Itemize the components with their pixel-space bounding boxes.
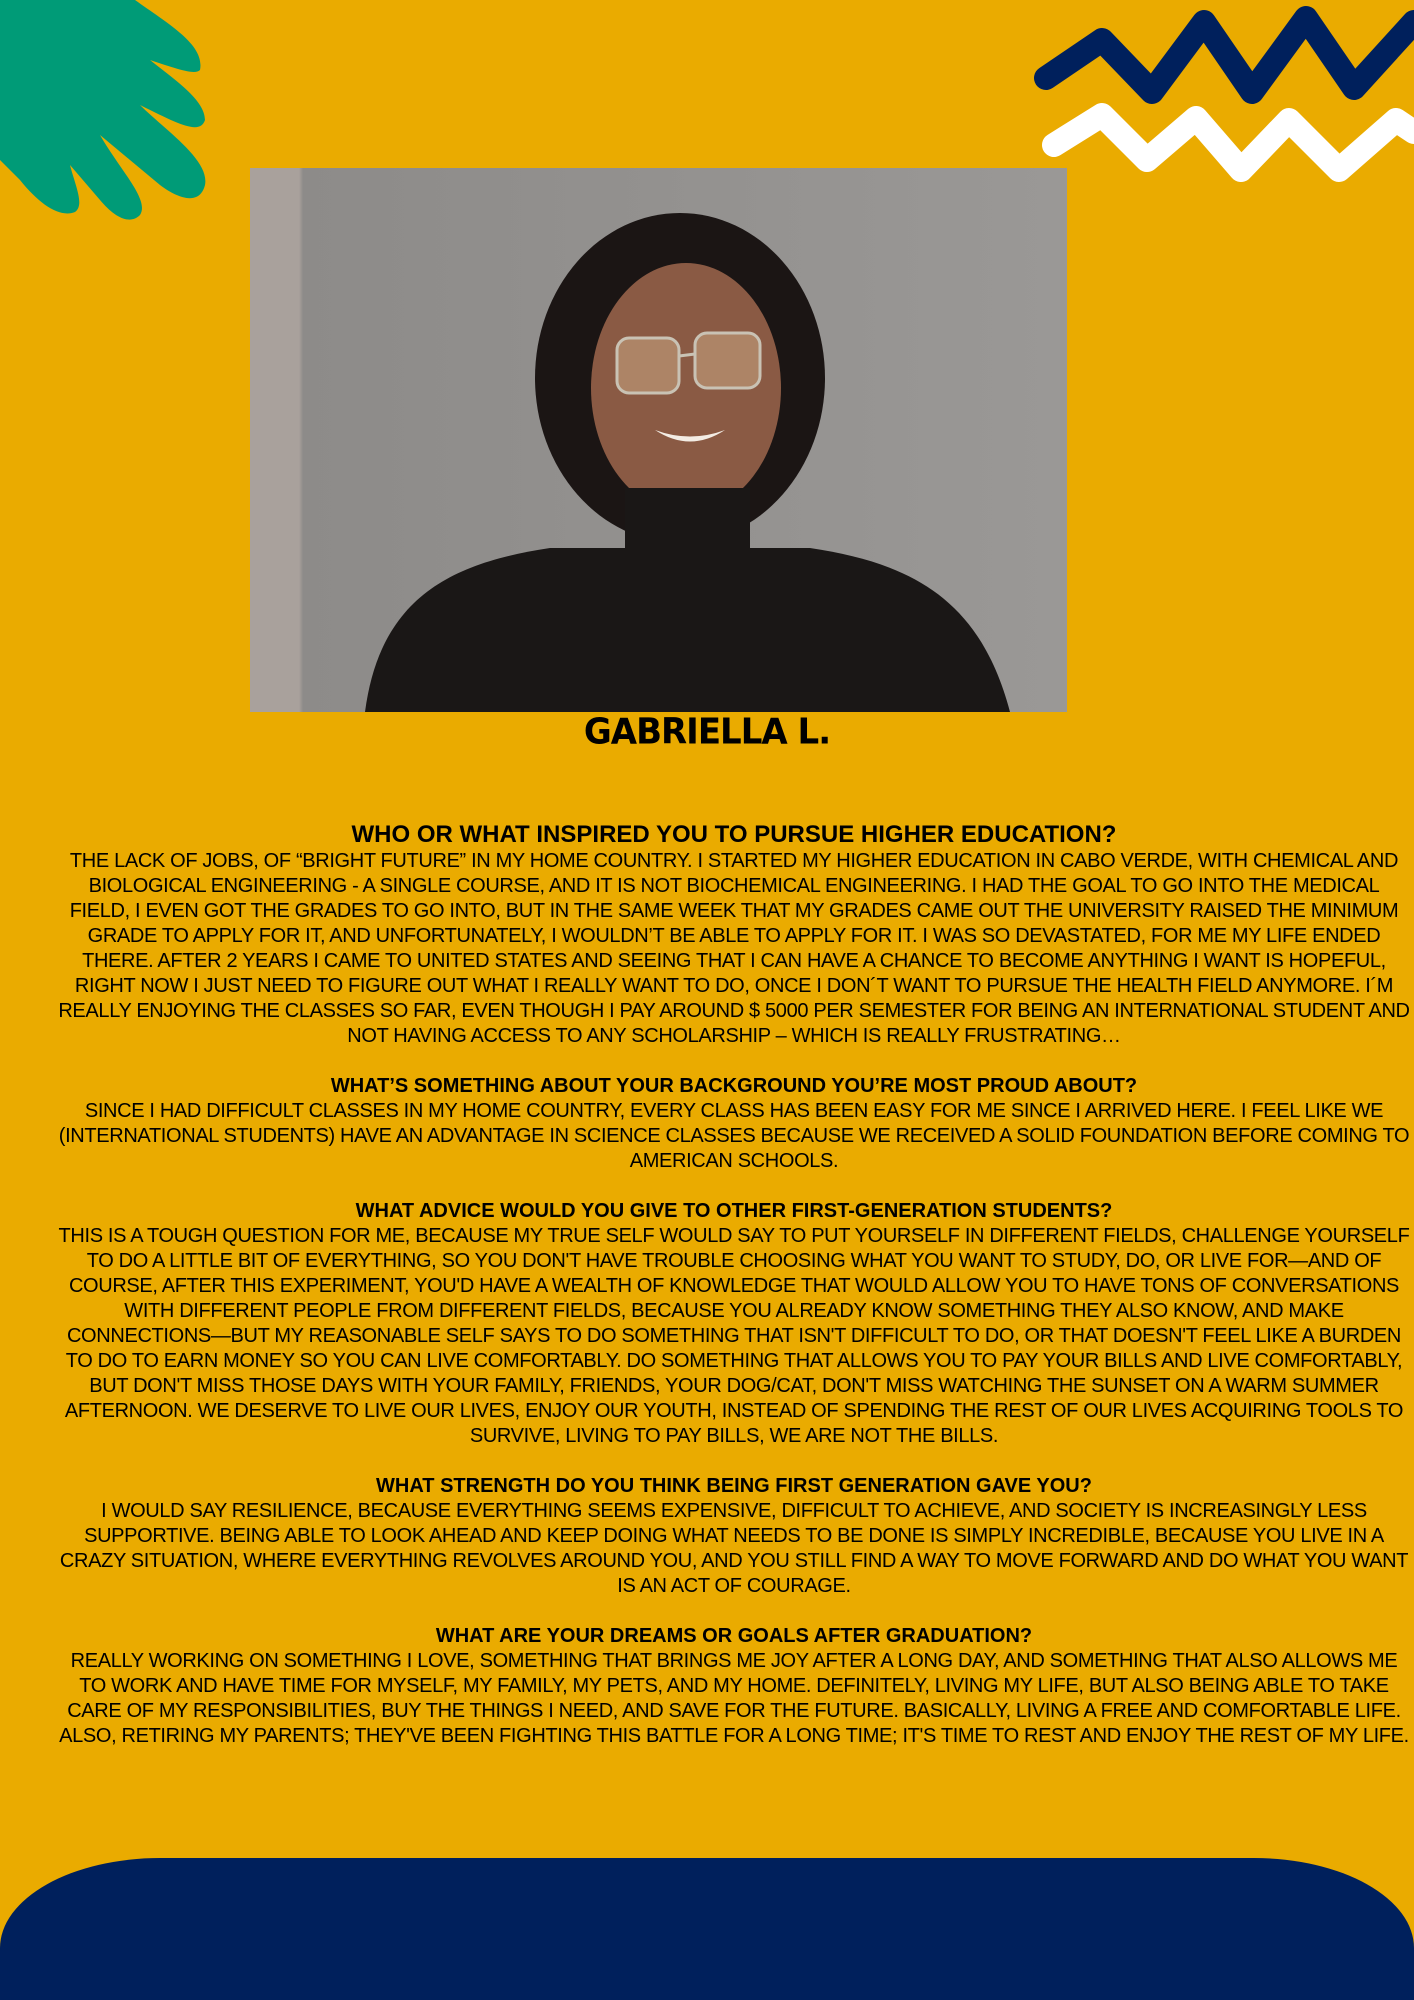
answer-text: I WOULD SAY RESILIENCE, BECAUSE EVERYTHING SEEMS EXPENSIVE, DIFFICULT TO ACHIEVE, AND SOCIETY IS INCREASINGLY LESS SUPPORTIVE. BEING ABLE TO LOOK AHEAD AND KEEP DOING WHAT NEEDS TO BE DONE IS SIMPLY INCREDIBLE, BECAUSE YOU LIVE IN A CRAZY SITUATION, WHERE EVERYTHING REVOLVES AROUND YOU, AND YOU STILL FIND A WAY TO MOVE FORWARD AND DO WHAT YOU WANT IS AN ACT OF COURAGE. — [59, 1500, 1409, 1597]
answer-text: SINCE I HAD DIFFICULT CLASSES IN MY HOME COUNTRY, EVERY CLASS HAS BEEN EASY FOR ME SINCE I ARRIVED HERE. I FEEL LIKE WE (INTERNATIONAL STUDENTS) HAVE AN ADVANTAGE IN SCIENCE CLASSES BECAUSE WE RECEIVED A SOLID FOUNDATION BEFORE COMING TO AMERICAN SCHOOLS. — [58, 1100, 1410, 1172]
question-heading: WHAT’S SOMETHING ABOUT YOUR BACKGROUND YOU’RE MOST PROUD ABOUT? — [330, 1075, 1138, 1097]
zigzag-decoration-icon — [1024, 0, 1414, 200]
profile-photo — [250, 168, 1067, 712]
answer-text: THE LACK OF JOBS, OF “BRIGHT FUTURE” IN MY HOME COUNTRY. I STARTED MY HIGHER EDUCATION IN CABO VERDE, WITH CHEMICAL AND BIOLOGICAL ENGINEERING - A SINGLE COURSE, AND IT IS NOT BIOCHEMICAL ENGINEERING. I HAD THE GOAL TO GO INTO THE MEDICAL FIELD, I EVEN GOT THE GRADES TO GO INTO, BUT IN THE SAME WEEK THAT MY GRADES CAME OUT THE UNIVERSITY RAISED THE MINIMUM GRADE TO APPLY FOR IT, AND UNFORTUNATELY, I WOULDN’T BE ABLE TO APPLY FOR IT. I WAS SO DEVASTATED, FOR ME MY LIFE ENDED THERE. AFTER 2 YEARS I CAME TO UNITED STATES AND SEEING THAT I CAN HAVE A CHANCE TO BECOME ANYTHING I WANT IS HOPEFUL, RIGHT NOW I JUST NEED TO FIGURE OUT WHAT I REALLY WANT TO DO, ONCE I DON´T WANT TO PURSUE THE HEALTH FIELD ANYMORE. I´M REALLY ENJOYING THE CLASSES SO FAR, EVEN THOUGH I PAY AROUND $ 5000 PER SEMESTER FOR BEING AN INTERNATIONAL STUDENT AND NOT HAVING ACCESS TO ANY SCHOLARSHIP – WHICH IS REALLY FRUSTRATING… — [58, 850, 1410, 1047]
footer-band — [0, 1858, 1414, 2000]
qa-item — [58, 1474, 1410, 1599]
hand-decoration-icon — [0, 0, 210, 230]
question-heading: WHAT ADVICE WOULD YOU GIVE TO OTHER FIRST-GENERATION STUDENTS? — [355, 1200, 1113, 1222]
question-heading: WHO OR WHAT INSPIRED YOU TO PURSUE HIGHER EDUCATION? — [351, 821, 1117, 848]
interview-content — [58, 820, 1410, 1774]
qa-item — [58, 1624, 1410, 1749]
answer-text: REALLY WORKING ON SOMETHING I LOVE, SOMETHING THAT BRINGS ME JOY AFTER A LONG DAY, AND SOMETHING THAT ALSO ALLOWS ME TO WORK AND HAVE TIME FOR MYSELF, MY FAMILY, MY PETS, AND MY HOME. DEFINITELY, LIVING MY LIFE, BUT ALSO BEING ABLE TO TAKE CARE OF MY RESPONSIBILITIES, BUY THE THINGS I NEED, AND SAVE FOR THE FUTURE. BASICALLY, LIVING A FREE AND COMFORTABLE LIFE. ALSO, RETIRING MY PARENTS; THEY'VE BEEN FIGHTING THIS BATTLE FOR A LONG TIME; IT'S TIME TO REST AND ENJOY THE REST OF MY LIFE. — [59, 1650, 1409, 1747]
portrait-illustration-icon — [250, 168, 1067, 712]
qa-item — [58, 1074, 1410, 1174]
question-heading: WHAT STRENGTH DO YOU THINK BEING FIRST GENERATION GAVE YOU? — [376, 1475, 1092, 1497]
qa-item — [58, 1199, 1410, 1449]
answer-text: THIS IS A TOUGH QUESTION FOR ME, BECAUSE MY TRUE SELF WOULD SAY TO PUT YOURSELF IN DIFFERENT FIELDS, CHALLENGE YOURSELF TO DO A LITTLE BIT OF EVERYTHING, SO YOU DON'T HAVE TROUBLE CHOOSING WHAT YOU WANT TO STUDY, DO, OR LIVE FOR—AND OF COURSE, AFTER THIS EXPERIMENT, YOU'D HAVE A WEALTH OF KNOWLEDGE THAT WOULD ALLOW YOU TO HAVE TONS OF CONVERSATIONS WITH DIFFERENT PEOPLE FROM DIFFERENT FIELDS, BECAUSE YOU ALREADY KNOW SOMETHING THEY ALSO KNOW, AND MAKE CONNECTIONS—BUT MY REASONABLE SELF SAYS TO DO SOMETHING THAT ISN'T DIFFICULT TO DO, OR THAT DOESN'T FEEL LIKE A BURDEN TO DO TO EARN MONEY SO YOU CAN LIVE COMFORTABLY. DO SOMETHING THAT ALLOWS YOU TO PAY YOUR BILLS AND LIVE COMFORTABLY, BUT DON'T MISS THOSE DAYS WITH YOUR FAMILY, FRIENDS, YOUR DOG/CAT, DON'T MISS WATCHING THE SUNSET ON A WARM SUMMER AFTERNOON. WE DESERVE TO LIVE OUR LIVES, ENJOY OUR YOUTH, INSTEAD OF SPENDING THE REST OF OUR LIVES ACQUIRING TOOLS TO SURVIVE, LIVING TO PAY BILLS, WE ARE NOT THE BILLS. — [58, 1225, 1410, 1447]
qa-item — [58, 820, 1410, 1049]
question-heading: WHAT ARE YOUR DREAMS OR GOALS AFTER GRADUATION? — [435, 1625, 1033, 1647]
profile-name: GABRIELLA L. — [583, 711, 831, 753]
